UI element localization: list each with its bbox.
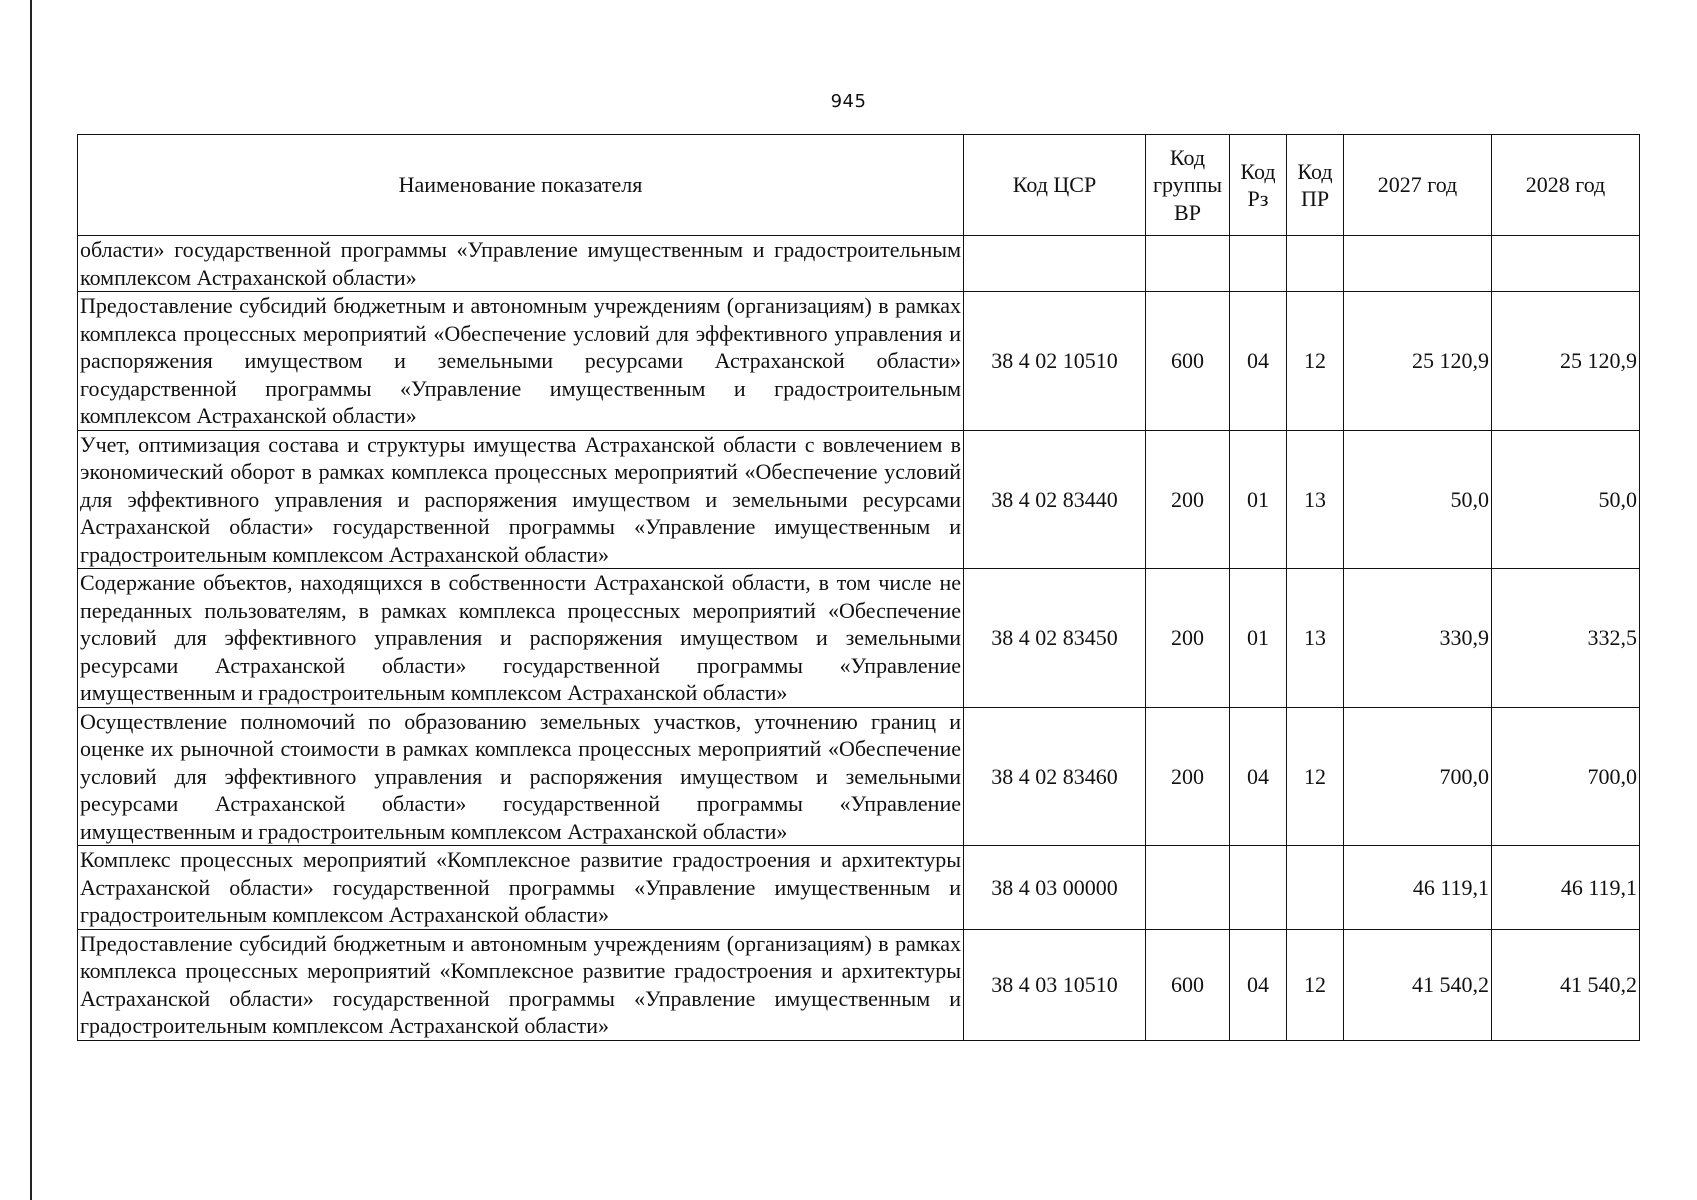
table-row [78, 292, 1640, 431]
header-vr-line2: группы [1152, 172, 1223, 198]
header-rz-line1: Код [1240, 158, 1276, 184]
page-margin-line [30, 0, 32, 1200]
row-csr-code: 38 4 03 10510 [964, 929, 1146, 1040]
row-vr-code: 600 [1146, 929, 1230, 1040]
row-rz-code: 01 [1230, 430, 1287, 569]
row-amount-2027 [1344, 236, 1492, 292]
row-amount-2027: 700,0 [1344, 707, 1492, 846]
row-name: Осуществление полномочий по образованию земельных участков, уточнению границ и оценке их рыночной стоимости в рамках комплекса процессных мероприятий «Обеспечение условий для эффективного управления и распоряжения имуществом и земельными ресурсами Астраханской области» государственной программы «Управление имущественным и градостроительным комплексом Астраханской области» [78, 707, 964, 846]
table-row [78, 707, 1640, 846]
table-row [78, 236, 1640, 292]
row-rz-code: 04 [1230, 707, 1287, 846]
header-pr-line2: ПР [1300, 186, 1330, 211]
row-amount-2027: 25 120,9 [1344, 292, 1492, 431]
header-rz-line2: Рз [1247, 186, 1269, 211]
row-vr-code: 200 [1146, 707, 1230, 846]
row-pr-code: 12 [1287, 292, 1344, 431]
row-name: Предоставление субсидий бюджетным и автономным учреждениям (организациям) в рамках комплекса процессных мероприятий «Комплексное развитие градостроения и архитектуры Астраханской области» государственной программы «Управление имущественным и градостроительным комплексом Астраханской области» [78, 929, 964, 1040]
header-vr-line1: Код [1169, 144, 1206, 170]
table-row [78, 929, 1640, 1040]
header-csr-code: Код ЦСР [964, 135, 1146, 236]
header-name: Наименование показателя [78, 135, 964, 236]
row-csr-code: 38 4 02 83460 [964, 707, 1146, 846]
row-rz-code [1230, 846, 1287, 930]
table-row [78, 569, 1640, 708]
row-pr-code: 12 [1287, 929, 1344, 1040]
row-amount-2028: 41 540,2 [1492, 929, 1640, 1040]
row-amount-2027: 41 540,2 [1344, 929, 1492, 1040]
row-amount-2027: 50,0 [1344, 430, 1492, 569]
row-pr-code [1287, 846, 1344, 930]
row-amount-2028: 332,5 [1492, 569, 1640, 708]
row-name: Предоставление субсидий бюджетным и автономным учреждениям (организациям) в рамках комплекса процессных мероприятий «Обеспечение условий для эффективного управления и распоряжения имуществом и земельными ресурсами Астраханской области» государственной программы «Управление имущественным и градостроительным комплексом Астраханской области» [78, 292, 964, 431]
row-csr-code: 38 4 02 83450 [964, 569, 1146, 708]
table-row [78, 430, 1640, 569]
table-header-row [78, 135, 1640, 236]
row-rz-code: 04 [1230, 929, 1287, 1040]
row-name: области» государственной программы «Управление имущественным и градостроительным комплексом Астраханской области» [78, 236, 964, 292]
row-csr-code: 38 4 02 10510 [964, 292, 1146, 431]
row-amount-2028: 46 119,1 [1492, 846, 1640, 930]
row-vr-code [1146, 846, 1230, 930]
row-pr-code [1287, 236, 1344, 292]
header-year-2027: 2027 год [1344, 135, 1492, 236]
table-row [78, 846, 1640, 930]
row-amount-2027: 330,9 [1344, 569, 1492, 708]
row-pr-code: 13 [1287, 569, 1344, 708]
row-csr-code: 38 4 02 83440 [964, 430, 1146, 569]
row-rz-code: 01 [1230, 569, 1287, 708]
page-number: 945 [830, 91, 867, 112]
row-pr-code: 13 [1287, 430, 1344, 569]
budget-table [77, 134, 1640, 1041]
row-vr-code: 200 [1146, 430, 1230, 569]
header-pr-code [1287, 135, 1344, 236]
row-vr-code [1146, 236, 1230, 292]
row-vr-code: 600 [1146, 292, 1230, 431]
row-amount-2027: 46 119,1 [1344, 846, 1492, 930]
row-rz-code: 04 [1230, 292, 1287, 431]
row-csr-code [964, 236, 1146, 292]
row-name: Содержание объектов, находящихся в собственности Астраханской области, в том числе не переданных пользователям, в рамках комплекса процессных мероприятий «Обеспечение условий для эффективного управления и распоряжения имуществом и земельными ресурсами Астраханской области» государственной программы «Управление имущественным и градостроительным комплексом Астраханской области» [78, 569, 964, 708]
row-amount-2028: 25 120,9 [1492, 292, 1640, 431]
header-pr-line1: Код [1297, 158, 1333, 184]
header-rz-code [1230, 135, 1287, 236]
header-year-2028: 2028 год [1492, 135, 1640, 236]
header-vr-group-code [1146, 135, 1230, 236]
row-name: Комплекс процессных мероприятий «Комплексное развитие градостроения и архитектуры Астраханской области» государственной программы «Управление имущественным и градостроительным комплексом Астраханской области» [78, 846, 964, 930]
row-vr-code: 200 [1146, 569, 1230, 708]
row-amount-2028: 50,0 [1492, 430, 1640, 569]
row-name: Учет, оптимизация состава и структуры имущества Астраханской области с вовлечением в экономический оборот в рамках комплекса процессных мероприятий «Обеспечение условий для эффективного управления и распоряжения имуществом и земельными ресурсами Астраханской области» государственной программы «Управление имущественным и градостроительным комплексом Астраханской области» [78, 430, 964, 569]
row-amount-2028 [1492, 236, 1640, 292]
row-pr-code: 12 [1287, 707, 1344, 846]
header-vr-line3: ВР [1174, 199, 1201, 225]
row-amount-2028: 700,0 [1492, 707, 1640, 846]
row-rz-code [1230, 236, 1287, 292]
row-csr-code: 38 4 03 00000 [964, 846, 1146, 930]
